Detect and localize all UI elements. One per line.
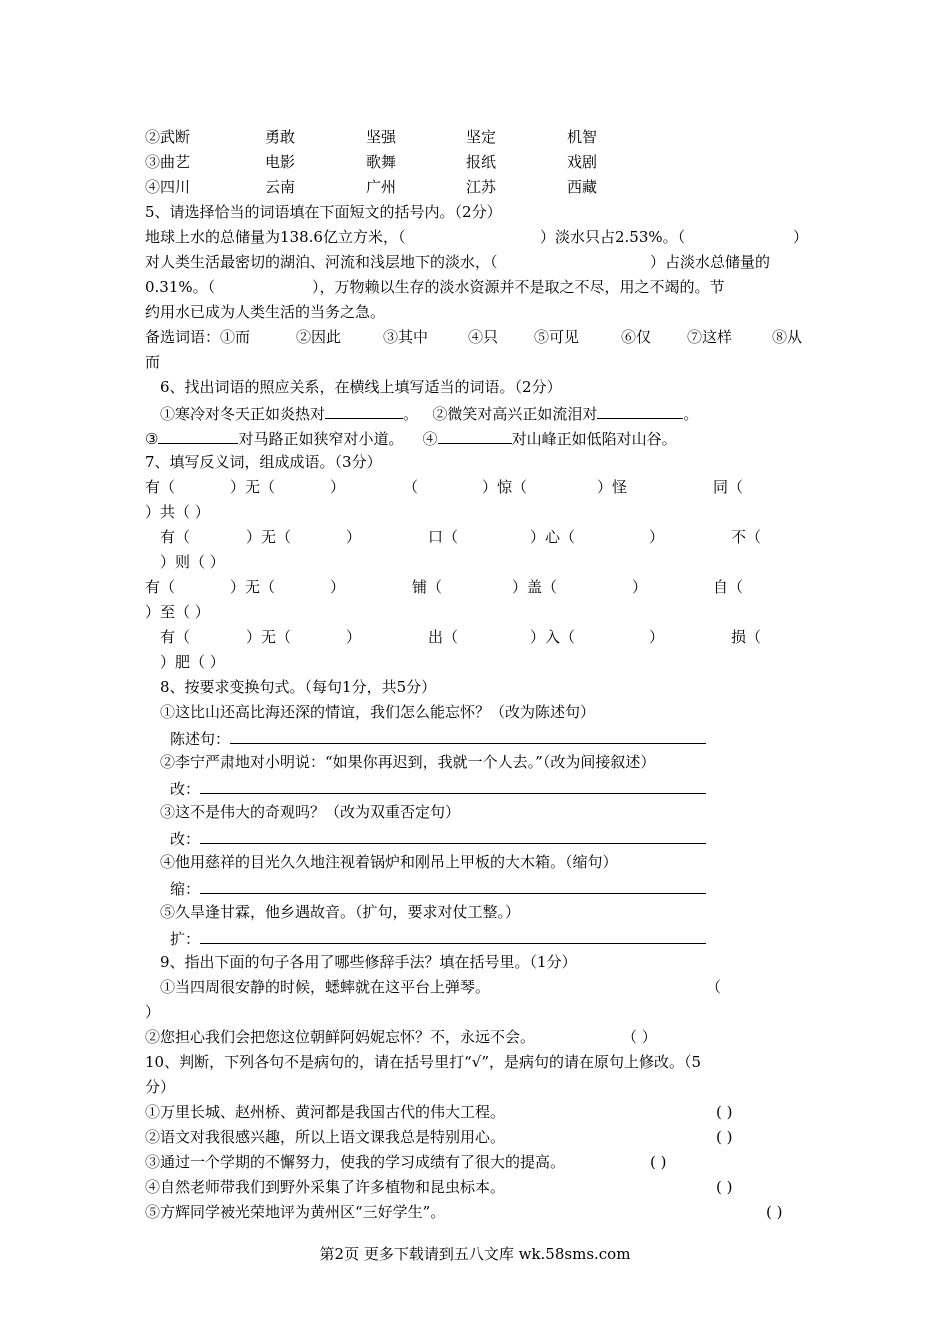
q6-text: 对山峰正如低陷对山谷。 (511, 430, 677, 448)
q5-line-4: 约用水已成为人类生活的当务之急。 (145, 303, 386, 321)
answer-blank[interactable] (200, 827, 706, 844)
q7-text: 有（ (160, 528, 191, 546)
q7-text: ）盖（ (512, 578, 558, 596)
q4-cell: 广州 (366, 178, 397, 196)
answer-blank[interactable] (200, 777, 706, 794)
q7-text: ） (330, 578, 346, 596)
q5-text: ） (793, 228, 809, 246)
q6-title: 6、找出词语的照应关系，在横线上填写适当的词语。（2分） (160, 378, 562, 396)
q5-option: 备选词语：①而 (145, 328, 251, 346)
q5-option: ⑤可见 (534, 328, 580, 346)
q4-cell: 戏剧 (567, 153, 598, 171)
q5-option: ④只 (468, 328, 499, 346)
q5-text: ），万物赖以生存的淡水资源并不是取之不尽，用之不竭的。节 (312, 278, 725, 296)
q6-text: ④ (422, 430, 438, 448)
q6-text: ②微笑对高兴正如流泪对 (432, 405, 598, 423)
q7-text: ） (649, 528, 665, 546)
q10-title-cont: 分） (145, 1078, 176, 1096)
q5-option: ⑦这样 (687, 328, 733, 346)
q5-option: ⑧从 (772, 328, 803, 346)
q10-paren[interactable]: ( ) (716, 1103, 733, 1121)
q7-row-4b: ）肥（ ） (160, 653, 225, 671)
answer-blank[interactable] (200, 877, 706, 894)
q5-text: 对人类生活最密切的湖泊、河流和浅层地下的淡水，（ (145, 253, 498, 271)
q10-paren[interactable]: ( ) (650, 1153, 667, 1171)
q7-text: 损（ (731, 628, 762, 646)
q8-answer-1 (170, 727, 706, 749)
q4-cell: 坚定 (466, 128, 497, 146)
answer-blank[interactable] (200, 927, 706, 944)
q4-cell: 歌舞 (366, 153, 397, 171)
q8-sentence-2: ②李宁严肃地对小明说：“如果你再迟到，我就一个人去。”（改为间接叙述） (160, 753, 656, 771)
q8-sentence-1: ①这比山还高比海还深的情谊，我们怎么能忘怀？（改为陈述句） (160, 703, 596, 721)
answer-label: 改： (170, 830, 201, 848)
q6-line-2 (145, 427, 677, 449)
q4-cell: 机智 (567, 128, 598, 146)
answer-blank[interactable] (597, 402, 683, 419)
q9-sentence-1: ①当四周很安静的时候，蟋蟀就在这平台上弹琴。 (160, 978, 491, 996)
q7-row-2b: ）则（ ） (160, 553, 225, 571)
q5-text: ）淡水只占2.53%。（ (540, 228, 686, 246)
q5-option: ②因此 (296, 328, 342, 346)
q8-sentence-5: ⑤久旱逢甘霖，他乡遇故音。（扩句，要求对仗工整。） (160, 903, 521, 921)
q7-text: （ (403, 478, 419, 496)
q4-cell: 勇敢 (265, 128, 296, 146)
q9-paren-open[interactable]: （ (706, 978, 722, 996)
q7-text: ）入（ (530, 628, 576, 646)
q6-text: ③ (145, 430, 159, 448)
q4-cell: 电影 (265, 153, 296, 171)
q7-text: 有（ (160, 628, 191, 646)
q6-text: 对马路正如狭窄对小道。 (238, 430, 404, 448)
q9-paren-2[interactable]: （ ） (622, 1028, 657, 1046)
q7-text: 口（ (428, 528, 459, 546)
answer-label: 扩： (170, 930, 201, 948)
q7-text: ）惊（ (482, 478, 528, 496)
q8-sentence-4: ④他用慈祥的目光久久地注视着锅炉和刚吊上甲板的大木箱。（缩句） (160, 853, 618, 871)
q5-title: 5、请选择恰当的词语填在下面短文的括号内。（2分） (145, 203, 502, 221)
q8-answer-3 (170, 827, 706, 849)
q7-text: ） (346, 528, 362, 546)
q7-text: ）怪 (597, 478, 628, 496)
q10-paren[interactable]: ( ) (716, 1178, 733, 1196)
q7-text: ） (632, 578, 648, 596)
q6-text: ①寒冷对冬天正如炎热对 (160, 405, 326, 423)
q10-sentence-4: ④自然老师带我们到野外采集了许多植物和昆虫标本。 (145, 1178, 506, 1196)
q7-text: ） (649, 628, 665, 646)
q8-answer-5 (170, 927, 706, 949)
q9-sentence-2: ②您担心我们会把您这位朝鲜阿妈妮忘怀？不，永远不会。 (145, 1028, 536, 1046)
q4-cell: 报纸 (466, 153, 497, 171)
q7-text: 铺（ (412, 578, 443, 596)
q5-line-6: 而 (145, 353, 161, 371)
q7-text: ）无（ (246, 628, 292, 646)
q5-text: 0.31%。（ (145, 278, 216, 296)
q6-text: 。 (403, 405, 419, 423)
q7-text: 自（ (713, 578, 744, 596)
q5-option: ⑥仅 (621, 328, 652, 346)
q10-paren[interactable]: ( ) (716, 1128, 733, 1146)
q10-sentence-5: ⑤方辉同学被光荣地评为黄州区“三好学生”。 (145, 1203, 446, 1221)
q4-cell: ②武断 (145, 128, 191, 146)
q10-sentence-1: ①万里长城、赵州桥、黄河都是我国古代的伟大工程。 (145, 1103, 506, 1121)
q4-cell: 江苏 (466, 178, 497, 196)
q7-row-1b: ）共（ ） (145, 503, 210, 521)
q6-text: 。 (683, 405, 699, 423)
q6-line-1 (160, 402, 698, 424)
q4-cell: ④四川 (145, 178, 191, 196)
q7-text: ） (346, 628, 362, 646)
answer-blank[interactable] (325, 402, 403, 419)
q7-text: ） (330, 478, 346, 496)
q7-text: 出（ (428, 628, 459, 646)
q7-text: 有（ (145, 478, 176, 496)
page-footer: 第2页 更多下载请到五八文库 wk.58sms.com (319, 1245, 631, 1263)
q7-text: ）无（ (230, 478, 276, 496)
q9-paren-close: ） (145, 1003, 161, 1021)
q7-text: 有（ (145, 578, 176, 596)
answer-label: 改： (170, 780, 201, 798)
answer-blank[interactable] (438, 427, 512, 444)
q4-cell: 坚强 (366, 128, 397, 146)
q9-title: 9、指出下面的句子各用了哪些修辞手法？填在括号里。（1分） (160, 953, 577, 971)
answer-blank[interactable] (230, 727, 706, 744)
q5-option: ③其中 (383, 328, 429, 346)
q4-cell: 西藏 (567, 178, 598, 196)
q7-text: 不（ (731, 528, 762, 546)
q10-sentence-3: ③通过一个学期的不懈努力，使我的学习成绩有了很大的提高。 (145, 1153, 566, 1171)
q10-title: 10、判断，下列各句不是病句的，请在括号里打“√”，是病句的请在原句上修改。（5 (145, 1053, 702, 1071)
q10-paren[interactable]: ( ) (766, 1203, 783, 1221)
q7-text: 同（ (713, 478, 744, 496)
q8-answer-4 (170, 877, 706, 899)
answer-label: 陈述句： (170, 730, 231, 748)
q5-text: ）占淡水总储量的 (650, 253, 771, 271)
q10-sentence-2: ②语文对我很感兴趣，所以上语文课我总是特别用心。 (145, 1128, 506, 1146)
q8-answer-2 (170, 777, 706, 799)
q4-cell: ③曲艺 (145, 153, 191, 171)
q4-cell: 云南 (265, 178, 296, 196)
answer-blank[interactable] (158, 427, 238, 444)
q7-text: ）无（ (230, 578, 276, 596)
q7-text: ）无（ (246, 528, 292, 546)
q8-title: 8、按要求变换句式。（每句1分，共5分） (160, 678, 437, 696)
q5-text: 地球上水的总储量为138.6亿立方米，（ (145, 228, 406, 246)
q7-title: 7、填写反义词，组成成语。（3分） (145, 453, 382, 471)
q7-text: ）心（ (530, 528, 576, 546)
q8-sentence-3: ③这不是伟大的奇观吗？（改为双重否定句） (160, 803, 461, 821)
answer-label: 缩： (170, 880, 201, 898)
q7-row-3b: ）至（ ） (145, 603, 210, 621)
